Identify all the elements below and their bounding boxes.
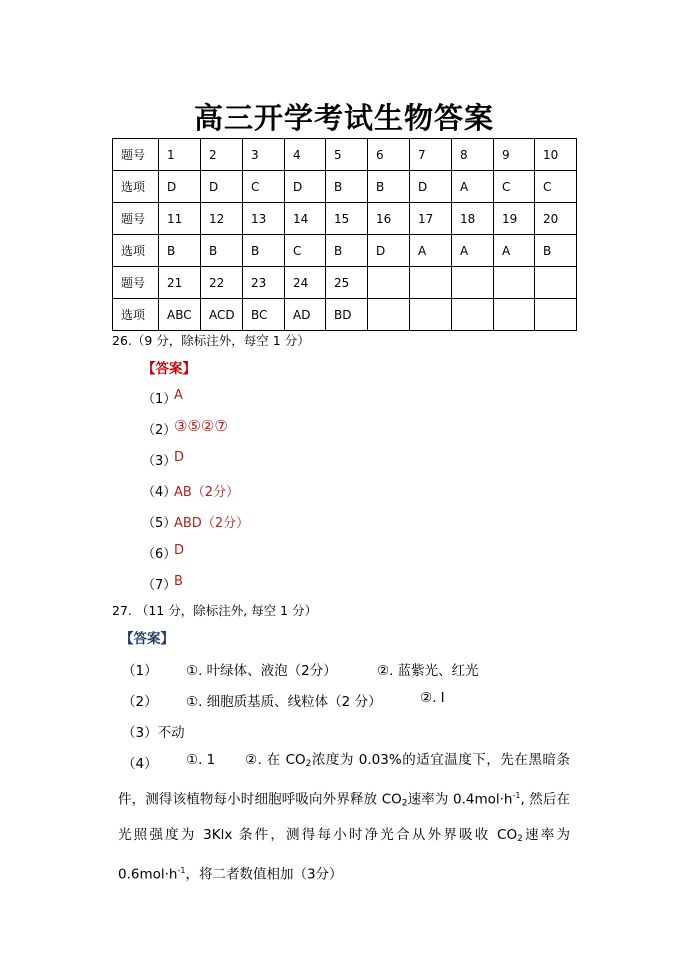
- q27-answer-3: （3）不动: [122, 725, 185, 741]
- q26-answer-value: ③⑤②⑦: [174, 417, 228, 435]
- table-cell: 19: [494, 203, 535, 235]
- table-cell: 13: [243, 203, 285, 235]
- table-cell: 14: [285, 203, 326, 235]
- table-cell: B: [535, 235, 577, 267]
- table-cell: 22: [201, 267, 243, 299]
- table-cell: [535, 299, 577, 331]
- table-cell: B: [326, 235, 368, 267]
- q27-answer-2-label: （2）: [122, 694, 158, 710]
- table-cell: [452, 267, 494, 299]
- table-cell: 6: [368, 139, 410, 171]
- table-row-header: 题号: [113, 203, 159, 235]
- table-cell: 11: [159, 203, 201, 235]
- q27-answer-4-label: （4）: [122, 756, 158, 772]
- q27-answer-1-part-1: ①. 叶绿体、液泡（2分）: [186, 663, 337, 679]
- table-cell: [494, 267, 535, 299]
- q26-answer-label: （5）: [142, 516, 177, 531]
- table-row-question-numbers: [113, 139, 577, 171]
- q26-answer-value: B: [174, 574, 183, 589]
- q27-answer-1-label: （1）: [122, 663, 158, 679]
- table-cell: C: [494, 171, 535, 203]
- table-cell: B: [243, 235, 285, 267]
- q26-header: 26.（9 分，除标注外，每空 1 分）: [112, 333, 310, 348]
- q27-answer-4-part-2: ②. 在 $CO_2$浓度为 0.03%的适宜温度下，先在黑暗条件，测得该植物每小时细胞呼吸向外界释放 $CO_2$速率为 $0.4mol\cdot h^{-1}$, 然后在光照强度为 3Klx 条件，测得每小时净光合从外界吸收 $CO_2$速率为 $0.6mol\cdot h^{-1}$，将二者数值相加（3分）: [118, 752, 571, 882]
- table-cell: 10: [535, 139, 577, 171]
- table-row-options: [113, 299, 577, 331]
- table-cell: 21: [159, 267, 201, 299]
- table-cell: A: [452, 235, 494, 267]
- table-row-header: 选项: [113, 235, 159, 267]
- table-cell: B: [159, 235, 201, 267]
- table-cell: 15: [326, 203, 368, 235]
- table-cell: [494, 299, 535, 331]
- table-cell: 5: [326, 139, 368, 171]
- table-cell: BD: [326, 299, 368, 331]
- table-cell: D: [201, 171, 243, 203]
- table-cell: 8: [452, 139, 494, 171]
- q26-answer-label: （7）: [142, 578, 177, 593]
- table-cell: [368, 267, 410, 299]
- table-row-options: [113, 235, 577, 267]
- table-cell: 7: [410, 139, 452, 171]
- table-cell: 23: [243, 267, 285, 299]
- table-cell: 12: [201, 203, 243, 235]
- answer-table: [112, 138, 577, 331]
- table-cell: ABC: [159, 299, 201, 331]
- q26-answer-value: ABD（2分）: [174, 516, 250, 531]
- table-cell: 18: [452, 203, 494, 235]
- q26-answer-label: （2）: [142, 423, 177, 438]
- q26-answer-label: （4）: [142, 485, 177, 500]
- table-cell: 17: [410, 203, 452, 235]
- q26-answer-value: D: [174, 450, 185, 465]
- q27-header: 27. （11 分，除标注外, 每空 1 分）: [112, 603, 318, 618]
- q27-answer-4-part-1: ①. 1: [186, 752, 216, 768]
- table-cell: C: [285, 235, 326, 267]
- table-cell: [410, 267, 452, 299]
- table-row-options: [113, 171, 577, 203]
- table-cell: [452, 299, 494, 331]
- table-row-header: 题号: [113, 139, 159, 171]
- table-cell: [368, 299, 410, 331]
- table-cell: [410, 299, 452, 331]
- table-cell: D: [159, 171, 201, 203]
- q26-answer-value: AB（2分）: [174, 485, 240, 500]
- q26-answer-value: A: [174, 388, 183, 403]
- table-cell: B: [201, 235, 243, 267]
- q26-answer-tag: 【答案】: [142, 361, 196, 377]
- table-row-question-numbers: [113, 203, 577, 235]
- table-cell: A: [410, 235, 452, 267]
- table-cell: 20: [535, 203, 577, 235]
- table-cell: AD: [285, 299, 326, 331]
- q26-answer-label: （3）: [142, 454, 177, 469]
- table-cell: 9: [494, 139, 535, 171]
- table-cell: 4: [285, 139, 326, 171]
- table-row-question-numbers: [113, 267, 577, 299]
- table-cell: 3: [243, 139, 285, 171]
- table-cell: D: [368, 235, 410, 267]
- table-row-header: 题号: [113, 267, 159, 299]
- q26-answer-label: （1）: [142, 392, 177, 407]
- table-cell: B: [368, 171, 410, 203]
- table-cell: ACD: [201, 299, 243, 331]
- table-cell: B: [326, 171, 368, 203]
- table-cell: C: [535, 171, 577, 203]
- q26-answer-value: D: [174, 543, 185, 558]
- q26-answer-label: （6）: [142, 547, 177, 562]
- table-cell: BC: [243, 299, 285, 331]
- table-cell: 25: [326, 267, 368, 299]
- table-cell: 1: [159, 139, 201, 171]
- table-cell: 2: [201, 139, 243, 171]
- table-cell: D: [285, 171, 326, 203]
- table-row-header: 选项: [113, 299, 159, 331]
- table-cell: [535, 267, 577, 299]
- table-cell: 24: [285, 267, 326, 299]
- table-cell: C: [243, 171, 285, 203]
- q27-answer-2-part-1: ①. 细胞质基质、线粒体（2 分）: [186, 694, 382, 710]
- table-row-header: 选项: [113, 171, 159, 203]
- table-cell: A: [494, 235, 535, 267]
- q27-answer-2-part-2: ②. I: [420, 690, 445, 706]
- page-title: 高三开学考试生物答案: [193, 101, 494, 135]
- table-cell: 16: [368, 203, 410, 235]
- q27-answer-tag: 【答案】: [120, 631, 174, 647]
- table-cell: D: [410, 171, 452, 203]
- table-cell: A: [452, 171, 494, 203]
- q27-answer-1-part-2: ②. 蓝紫光、红光: [377, 663, 479, 679]
